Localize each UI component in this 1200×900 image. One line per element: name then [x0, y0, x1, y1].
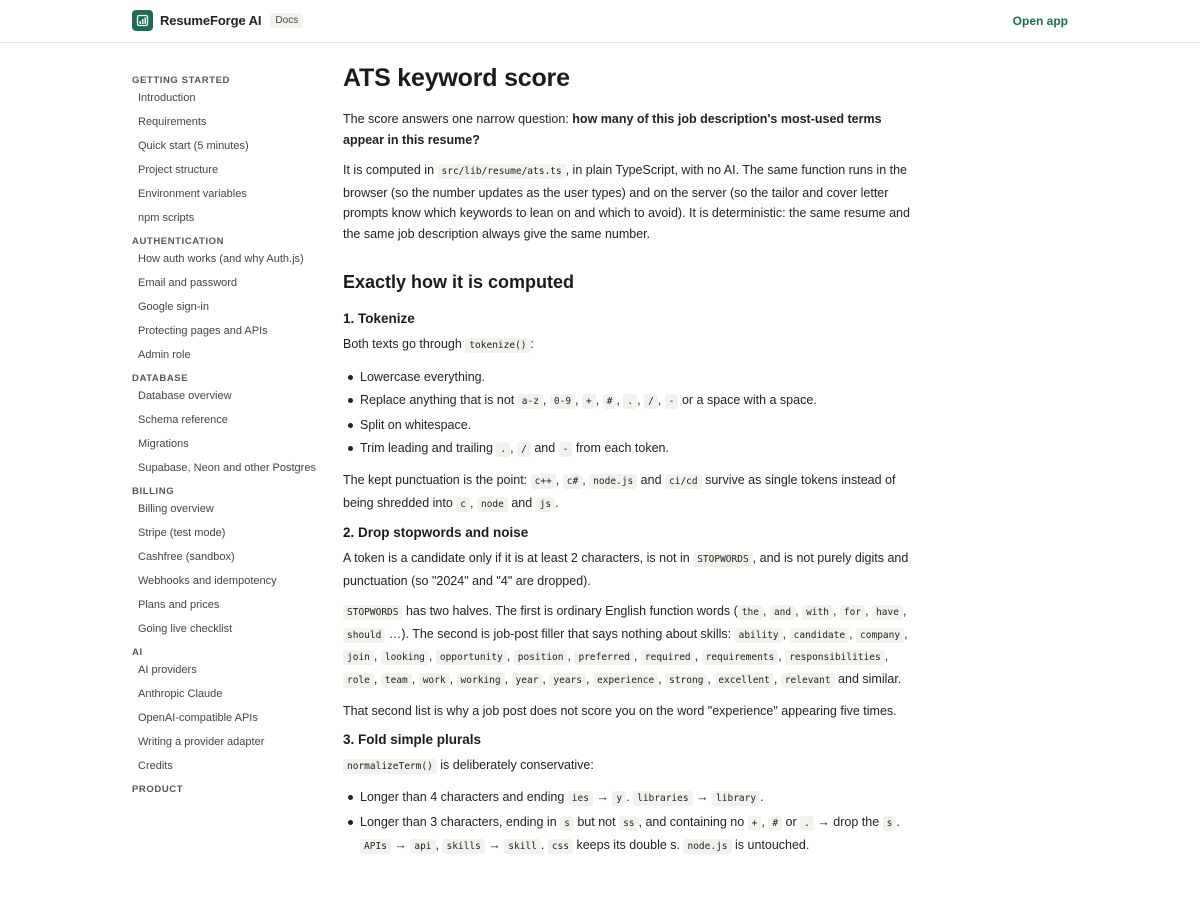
tokenize-lead: Both texts go through tokenize() :	[343, 337, 534, 351]
inline-code: have	[872, 605, 903, 620]
sidebar-section-title: PRODUCT	[132, 784, 184, 795]
sidebar-section-title: AUTHENTICATION	[132, 236, 225, 247]
inline-code: team	[381, 673, 412, 688]
sidebar-nav-item[interactable]: Writing a provider adapter	[138, 736, 265, 748]
inline-code: should	[343, 628, 385, 643]
list-item: Lowercase everything.	[343, 367, 918, 388]
sidebar-nav-item[interactable]: Google sign-in	[138, 301, 209, 313]
step-tokenize-heading: 1. Tokenize	[343, 311, 415, 326]
sidebar-nav-item[interactable]: Protecting pages and APIs	[138, 325, 268, 337]
sidebar-section	[132, 647, 322, 774]
sidebar-nav-item[interactable]: Project structure	[138, 164, 219, 176]
sidebar-nav-item[interactable]: Admin role	[138, 349, 191, 361]
sidebar-nav-item[interactable]: Plans and prices	[138, 599, 220, 611]
inline-code: company	[856, 628, 904, 643]
docs-badge: Docs	[270, 13, 303, 28]
inline-code: with	[802, 605, 833, 620]
inline-code: opportunity	[436, 650, 507, 665]
brand[interactable]	[132, 10, 303, 31]
sidebar-section	[132, 236, 322, 363]
step-stopwords-heading: 2. Drop stopwords and noise	[343, 525, 529, 540]
inline-code: strong	[665, 673, 707, 688]
bar-chart-icon	[132, 10, 153, 31]
plurals-lead: normalizeTerm() is deliberately conservative:	[343, 755, 918, 778]
inline-code: excellent	[714, 673, 773, 688]
inline-code: relevant	[781, 673, 835, 688]
sidebar-nav-item[interactable]: Quick start (5 minutes)	[138, 140, 249, 152]
sidebar-section	[132, 373, 322, 476]
sidebar-nav-item[interactable]: Schema reference	[138, 414, 228, 426]
inline-code: ability	[735, 628, 783, 643]
intro-paragraph: The score answers one narrow question: how many of this job description's most-used terms appear in this resume?	[343, 112, 882, 147]
inline-code: experience	[593, 673, 658, 688]
inline-code: requirements	[702, 650, 779, 665]
sidebar-nav-item[interactable]: Introduction	[138, 92, 196, 104]
list-item: Replace anything that is not a-z , 0-9 , + , # , . , / , - or a space with a space.	[343, 390, 918, 413]
computed-paragraph: It is computed in src/lib/resume/ats.ts , in plain TypeScript, with no AI. The same function runs in the browser (so the number updates as the user types) and on the server (so the tailor and cover letter prompts know which keywords to lean on and which to avoid). It is deterministic: the same resume and the same job description always give the same number.	[343, 163, 910, 241]
list-item: Longer than 4 characters and ending ies → y . libraries → library .	[343, 787, 918, 810]
sidebar-section-title: BILLING	[132, 486, 175, 497]
list-item: Trim leading and trailing . , / and - from each token.	[343, 438, 918, 461]
section-heading: Exactly how it is computed	[343, 272, 575, 292]
sidebar-section	[132, 486, 322, 637]
list-item: Split on whitespace.	[343, 415, 918, 436]
inline-code: the	[738, 605, 763, 620]
inline-code: candidate	[790, 628, 849, 643]
sidebar-nav-item[interactable]: Database overview	[138, 390, 232, 402]
list-item: Longer than 3 characters, ending in s but not ss , and containing no + , # or . → drop the s . APIs → api , skills → skill . css keeps its double s. node.js is untouched.	[343, 812, 918, 857]
sidebar-nav-item[interactable]: Billing overview	[138, 503, 214, 515]
tokenize-list	[343, 367, 918, 461]
inline-code: role	[343, 673, 374, 688]
sidebar-nav-item[interactable]: AI providers	[138, 664, 197, 676]
inline-code: work	[419, 673, 450, 688]
sidebar-nav-item[interactable]: Environment variables	[138, 188, 247, 200]
page-title: ATS keyword score	[343, 64, 570, 92]
stopwords-p1: A token is a candidate only if it is at least 2 characters, is not in STOPWORDS , and is not purely digits and punctuation (so "2024" and "4" are dropped).	[343, 551, 909, 588]
inline-code: looking	[381, 650, 429, 665]
sidebar-section	[132, 75, 322, 226]
sidebar-nav-item[interactable]: Credits	[138, 760, 173, 772]
inline-code: working	[457, 673, 505, 688]
sidebar-nav-item[interactable]: Going live checklist	[138, 623, 233, 635]
sidebar-nav-item[interactable]: Requirements	[138, 116, 207, 128]
open-app-link[interactable]: Open app	[1012, 14, 1068, 28]
inline-code: year	[512, 673, 543, 688]
sidebar-section-title: GETTING STARTED	[132, 75, 231, 86]
sidebar-nav-item[interactable]: How auth works (and why Auth.js)	[138, 253, 304, 265]
stopwords-p2: STOPWORDS has two halves. The first is ordinary English function words ( the , and , with , for , have , should …). The second is job-post filler that says nothing about skills: ability , candidate , company , join , looking , opportunity , position , preferred , required , requirements , responsibilities , role , team , work , working , year , years , experience , strong , excellent , relevant and similar.	[343, 601, 918, 691]
docs-sidebar	[132, 75, 322, 805]
sidebar-nav-item[interactable]: OpenAI-compatible APIs	[138, 712, 258, 724]
sidebar-section-title: DATABASE	[132, 373, 189, 384]
step-plurals-heading: 3. Fold simple plurals	[343, 731, 482, 747]
inline-code: join	[343, 650, 374, 665]
sidebar-nav-item[interactable]: Webhooks and idempotency	[138, 575, 277, 587]
sidebar-section-title: AI	[132, 647, 143, 658]
inline-code: years	[549, 673, 586, 688]
sidebar-section	[132, 784, 322, 795]
sidebar-nav-item[interactable]: Migrations	[138, 438, 189, 450]
brand-name: ResumeForge AI	[160, 13, 262, 28]
inline-code: required	[641, 650, 695, 665]
inline-code: position	[514, 650, 568, 665]
plurals-list	[343, 787, 918, 857]
top-bar	[0, 0, 1200, 43]
sidebar-nav-item[interactable]: Cashfree (sandbox)	[138, 551, 235, 563]
sidebar-nav-item[interactable]: Stripe (test mode)	[138, 527, 226, 539]
sidebar-nav-item[interactable]: npm scripts	[138, 212, 195, 224]
tokenize-note: The kept punctuation is the point: c++ , c# , node.js and ci/cd survive as single tokens instead of being shredded into c , node and js .	[343, 473, 896, 510]
stopwords-p3: That second list is why a job post does not score you on the word "experience" appearing five times.	[343, 704, 897, 718]
article	[343, 64, 918, 867]
inline-code: src/lib/resume/ats.ts	[438, 164, 566, 179]
sidebar-nav-item[interactable]: Email and password	[138, 277, 238, 289]
sidebar-nav-item[interactable]: Anthropic Claude	[138, 688, 223, 700]
inline-code: preferred	[574, 650, 633, 665]
inline-code: for	[840, 605, 865, 620]
sidebar-nav-item[interactable]: Supabase, Neon and other Postgres	[138, 462, 316, 474]
inline-code: responsibilities	[785, 650, 885, 665]
inline-code: and	[770, 605, 795, 620]
